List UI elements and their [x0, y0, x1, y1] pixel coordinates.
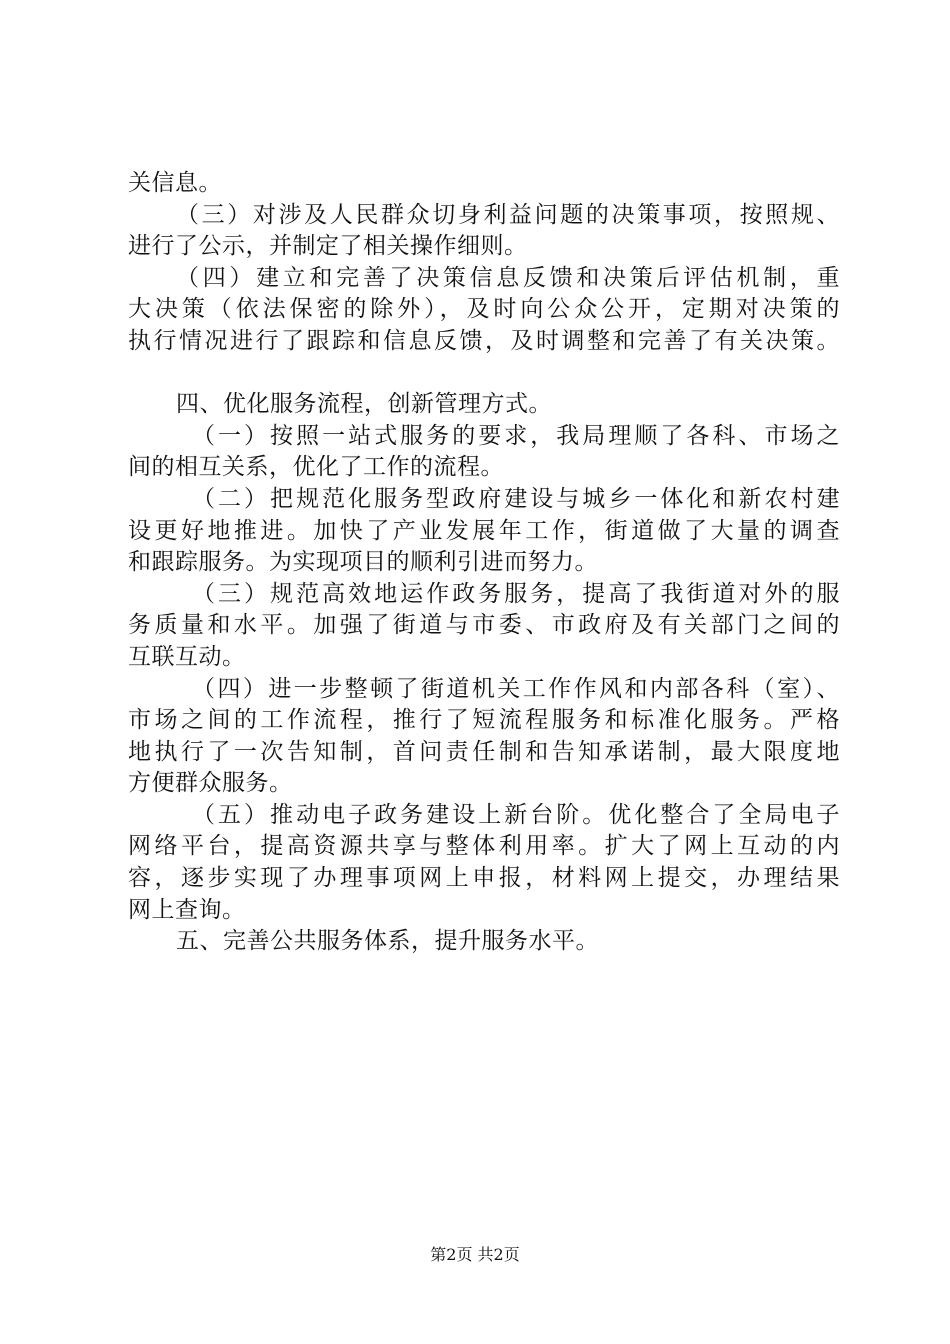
- text-line: 市场之间的工作流程，推行了短流程服务和标准化服务。严格: [128, 707, 840, 734]
- page-number-footer: 第2页 共2页: [430, 1245, 520, 1264]
- text-line: （三）规范高效地运作政务服务，提高了我街道对外的服: [192, 580, 840, 607]
- text-line: 关信息。: [128, 170, 222, 196]
- paragraph-gap: [128, 358, 840, 390]
- text-line: 互联互动。: [128, 643, 246, 670]
- text-line: （二）把规范化服务型政府建设与城乡一体化和新农村建: [192, 485, 840, 512]
- text-line: 间的相互关系，优化了工作的流程。: [128, 454, 504, 481]
- document-body: [128, 168, 840, 958]
- text-line: 设更好地推进。加快了产业发展年工作，街道做了大量的调查: [128, 517, 840, 544]
- text-line: 网络平台，提高资源共享与整体利用率。扩大了网上互动的内: [128, 833, 840, 860]
- section-heading: 五、完善公共服务体系，提升服务水平。: [176, 928, 599, 955]
- text-line: （四）进一步整顿了街道机关工作作风和内部各科（室）、: [192, 675, 840, 702]
- text-line: 进行了公示，并制定了相关操作细则。: [128, 233, 528, 260]
- text-line: （四）建立和完善了决策信息反馈和决策后评估机制，重: [176, 264, 840, 291]
- section-heading: 四、优化服务流程，创新管理方式。: [176, 391, 552, 418]
- text-line: （一）按照一站式服务的要求，我局理顺了各科、市场之: [192, 422, 840, 449]
- text-line: 地执行了一次告知制，首问责任制和告知承诺制，最大限度地: [128, 738, 840, 765]
- text-line: 方便群众服务。: [128, 770, 293, 797]
- text-line: 执行情况进行了跟踪和信息反馈，及时调整和完善了有关决策。: [128, 327, 840, 354]
- text-line: 务质量和水平。加强了街道与市委、市政府及有关部门之间的: [128, 612, 840, 639]
- text-line: 和跟踪服务。为实现项目的顺利引进而努力。: [128, 549, 598, 576]
- text-line: （三）对涉及人民群众切身利益问题的决策事项，按照规、: [176, 201, 840, 228]
- text-line: 网上查询。: [128, 896, 246, 923]
- text-line: 容，逐步实现了办理事项网上申报，材料网上提交，办理结果: [128, 865, 840, 892]
- text-line: 大决策（依法保密的除外），及时向公众公开，定期对决策的: [128, 296, 840, 323]
- text-line: （五）推动电子政务建设上新台阶。优化整合了全局电子: [192, 801, 840, 828]
